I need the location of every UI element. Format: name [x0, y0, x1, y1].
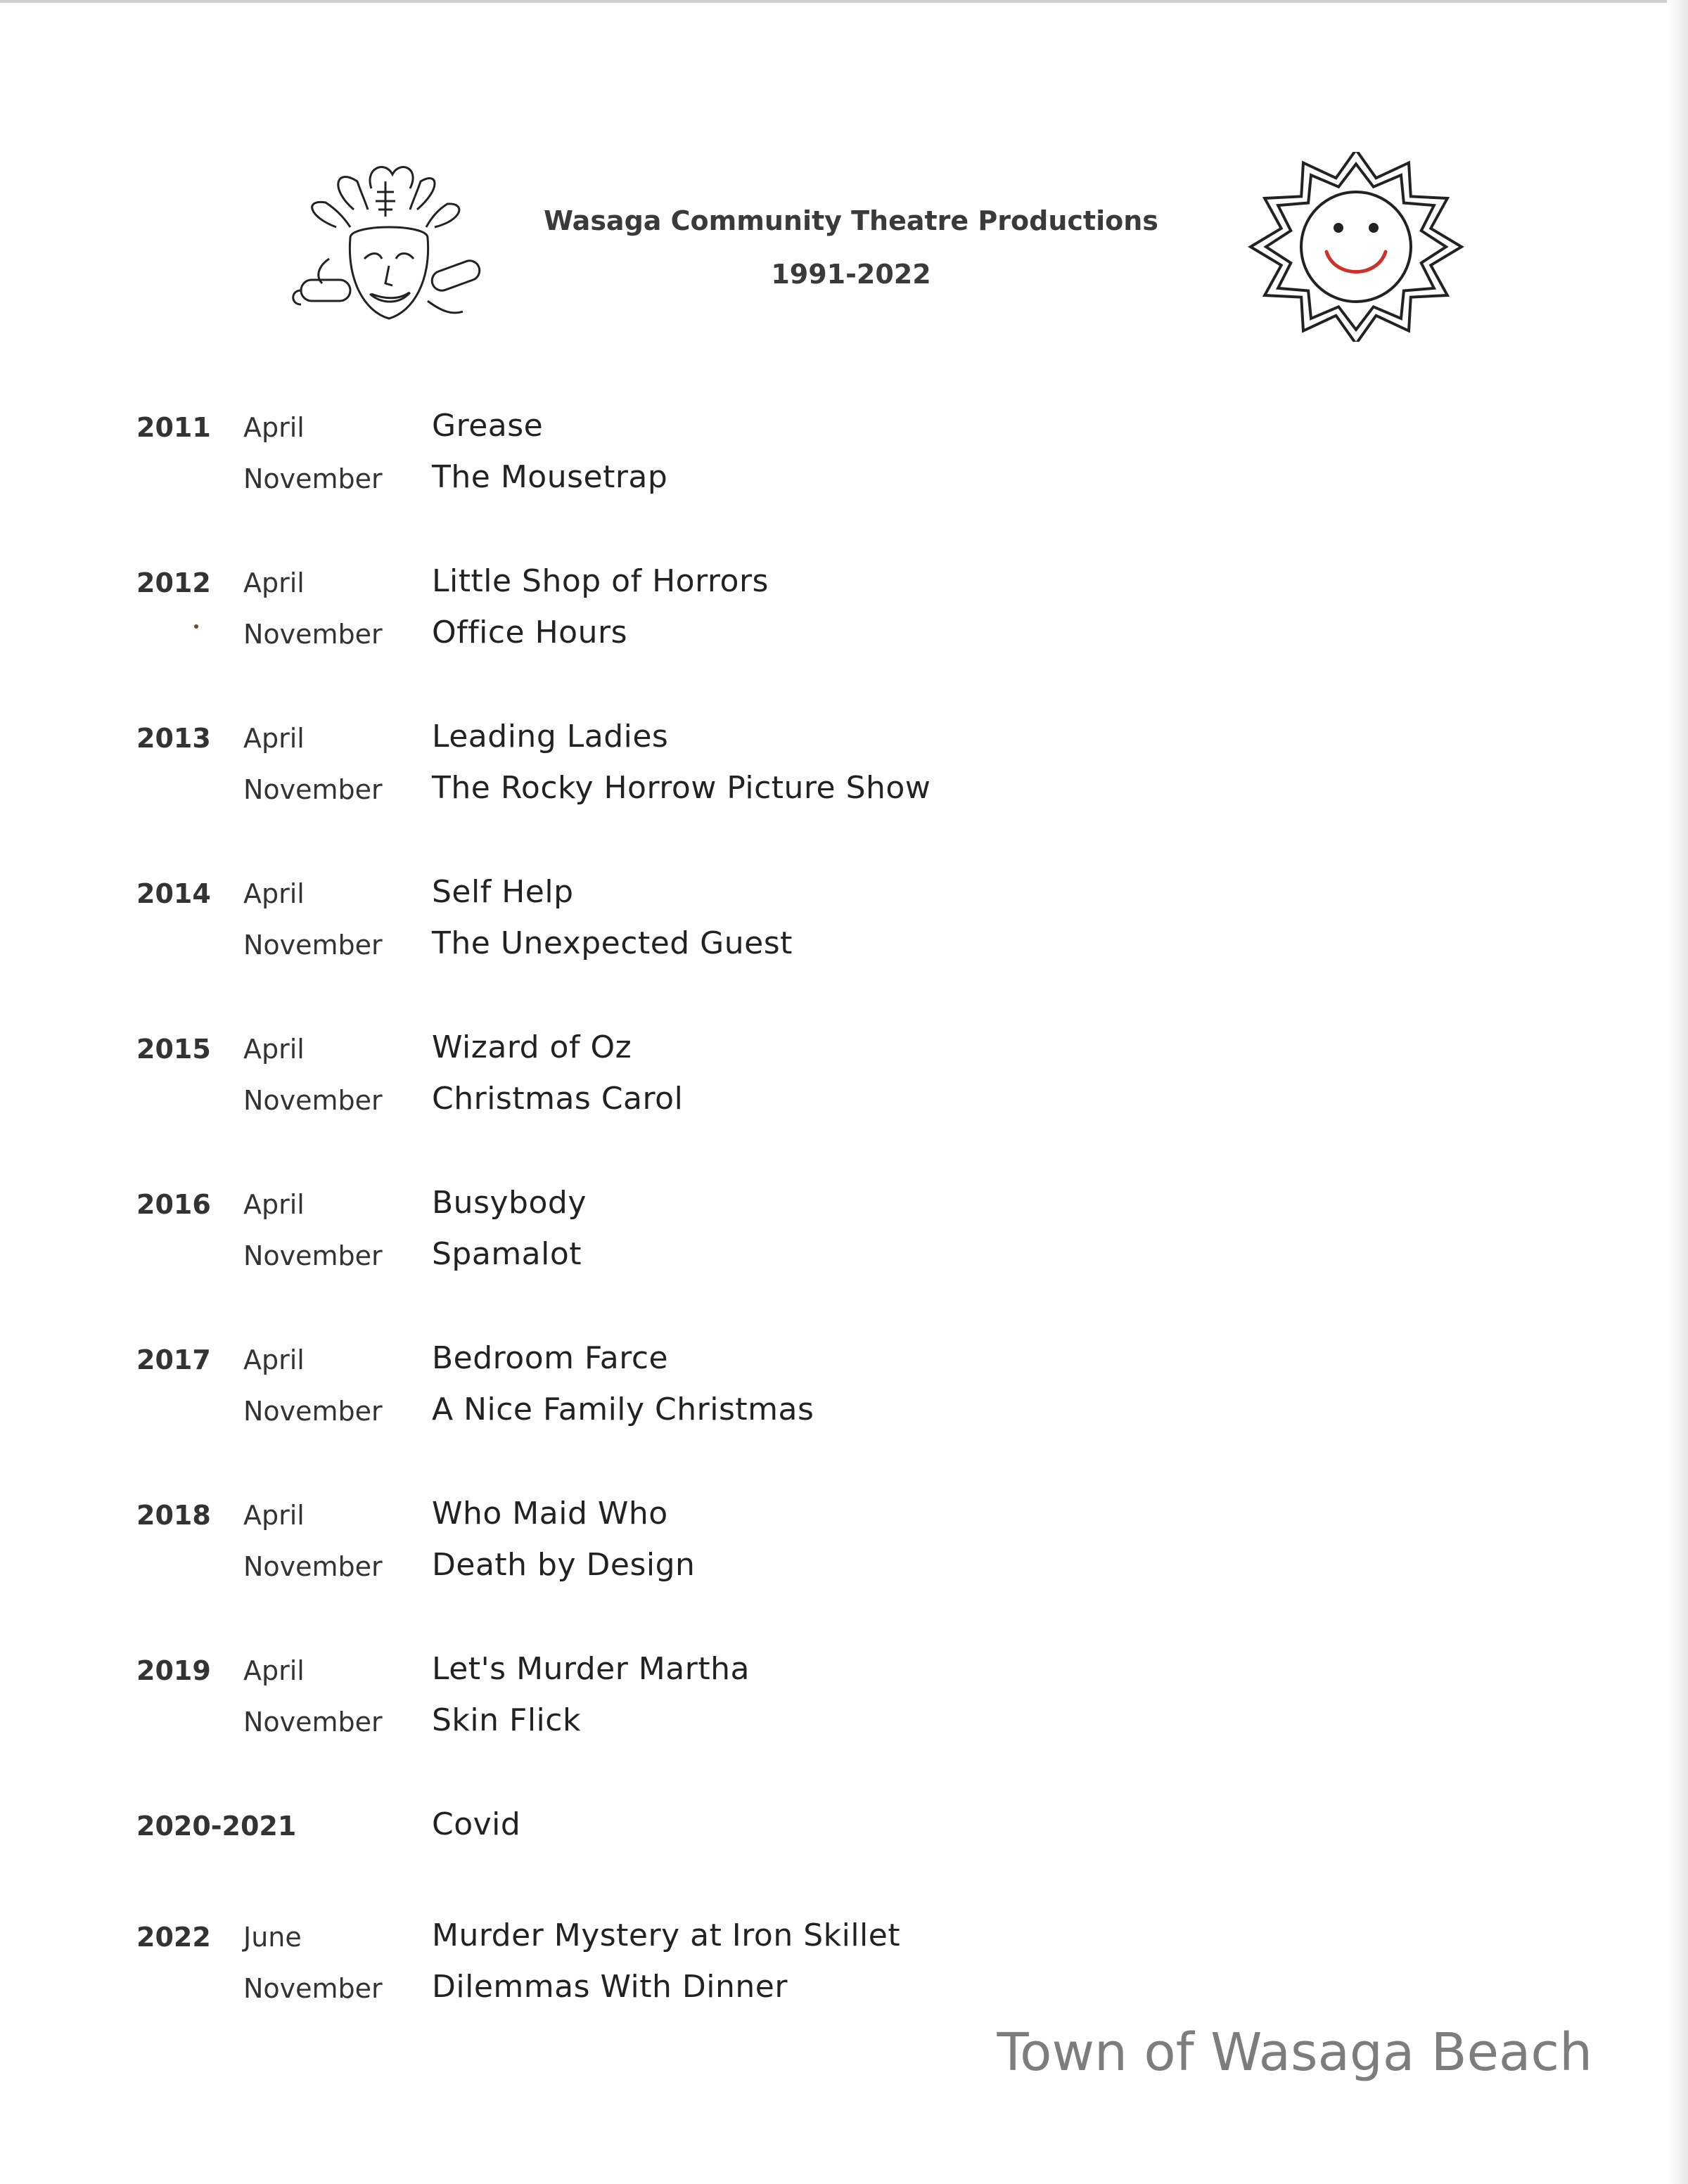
production-title: Grease — [432, 408, 544, 444]
theatre-mask-icon — [287, 160, 491, 336]
production-month: November — [243, 1085, 383, 1116]
production-title: Spamalot — [432, 1236, 582, 1272]
production-month: November — [243, 1707, 383, 1737]
production-title: Self Help — [432, 874, 574, 910]
production-title: Dilemmas With Dinner — [432, 1969, 788, 2005]
production-month: November — [243, 1973, 383, 2004]
production-title: Leading Ladies — [432, 719, 669, 754]
production-month: April — [243, 1189, 305, 1220]
production-title: A Nice Family Christmas — [432, 1392, 814, 1427]
production-month: April — [243, 1655, 305, 1686]
document-year-range: 1991-2022 — [771, 259, 931, 290]
production-month: November — [243, 1551, 383, 1582]
production-year: 2013 — [136, 723, 211, 754]
scan-edge-right — [1667, 0, 1688, 2184]
production-title: Who Maid Who — [432, 1496, 668, 1531]
production-month: April — [243, 567, 305, 598]
production-title: Skin Flick — [432, 1702, 581, 1738]
production-year: 2016 — [136, 1189, 211, 1220]
production-month: April — [243, 1500, 305, 1531]
production-year: 2020-2021 — [136, 1811, 297, 1842]
production-year: 2015 — [136, 1034, 211, 1065]
document-header — [535, 201, 1168, 294]
production-year: 2012 — [136, 567, 211, 598]
scan-speck — [194, 624, 198, 629]
watermark: Town of Wasaga Beach — [997, 2022, 1592, 2083]
production-title: Little Shop of Horrors — [432, 563, 769, 599]
production-month: November — [243, 774, 383, 805]
production-year: 2017 — [136, 1344, 211, 1375]
production-title: Busybody — [432, 1185, 587, 1221]
production-title: Christmas Carol — [432, 1081, 684, 1117]
document-title: Wasaga Community Theatre Productions — [544, 205, 1158, 236]
production-month: November — [243, 930, 383, 961]
production-month: April — [243, 878, 305, 909]
production-title: Office Hours — [432, 615, 627, 650]
production-title: Wizard of Oz — [432, 1029, 632, 1065]
production-title: The Rocky Horrow Picture Show — [432, 770, 931, 806]
production-title: Murder Mystery at Iron Skillet — [432, 1918, 901, 1953]
production-month: April — [243, 412, 305, 443]
production-month: November — [243, 1240, 383, 1271]
production-month: June — [243, 1922, 302, 1953]
production-month: November — [243, 619, 383, 650]
production-title: Let's Murder Martha — [432, 1651, 750, 1687]
production-month: April — [243, 723, 305, 754]
smiling-sun-icon — [1243, 152, 1469, 342]
production-year: 2019 — [136, 1655, 211, 1686]
production-title: Bedroom Farce — [432, 1340, 669, 1376]
production-title: Covid — [432, 1806, 521, 1842]
production-title: Death by Design — [432, 1547, 696, 1583]
production-month: April — [243, 1344, 305, 1375]
scan-edge-top — [0, 0, 1688, 3]
production-month: November — [243, 1396, 383, 1427]
production-title: The Mousetrap — [432, 459, 668, 495]
production-month: November — [243, 463, 383, 494]
production-title: The Unexpected Guest — [432, 925, 793, 961]
production-year: 2022 — [136, 1922, 211, 1953]
production-year: 2011 — [136, 412, 211, 443]
production-month: April — [243, 1034, 305, 1065]
production-year: 2018 — [136, 1500, 211, 1531]
production-year: 2014 — [136, 878, 211, 909]
